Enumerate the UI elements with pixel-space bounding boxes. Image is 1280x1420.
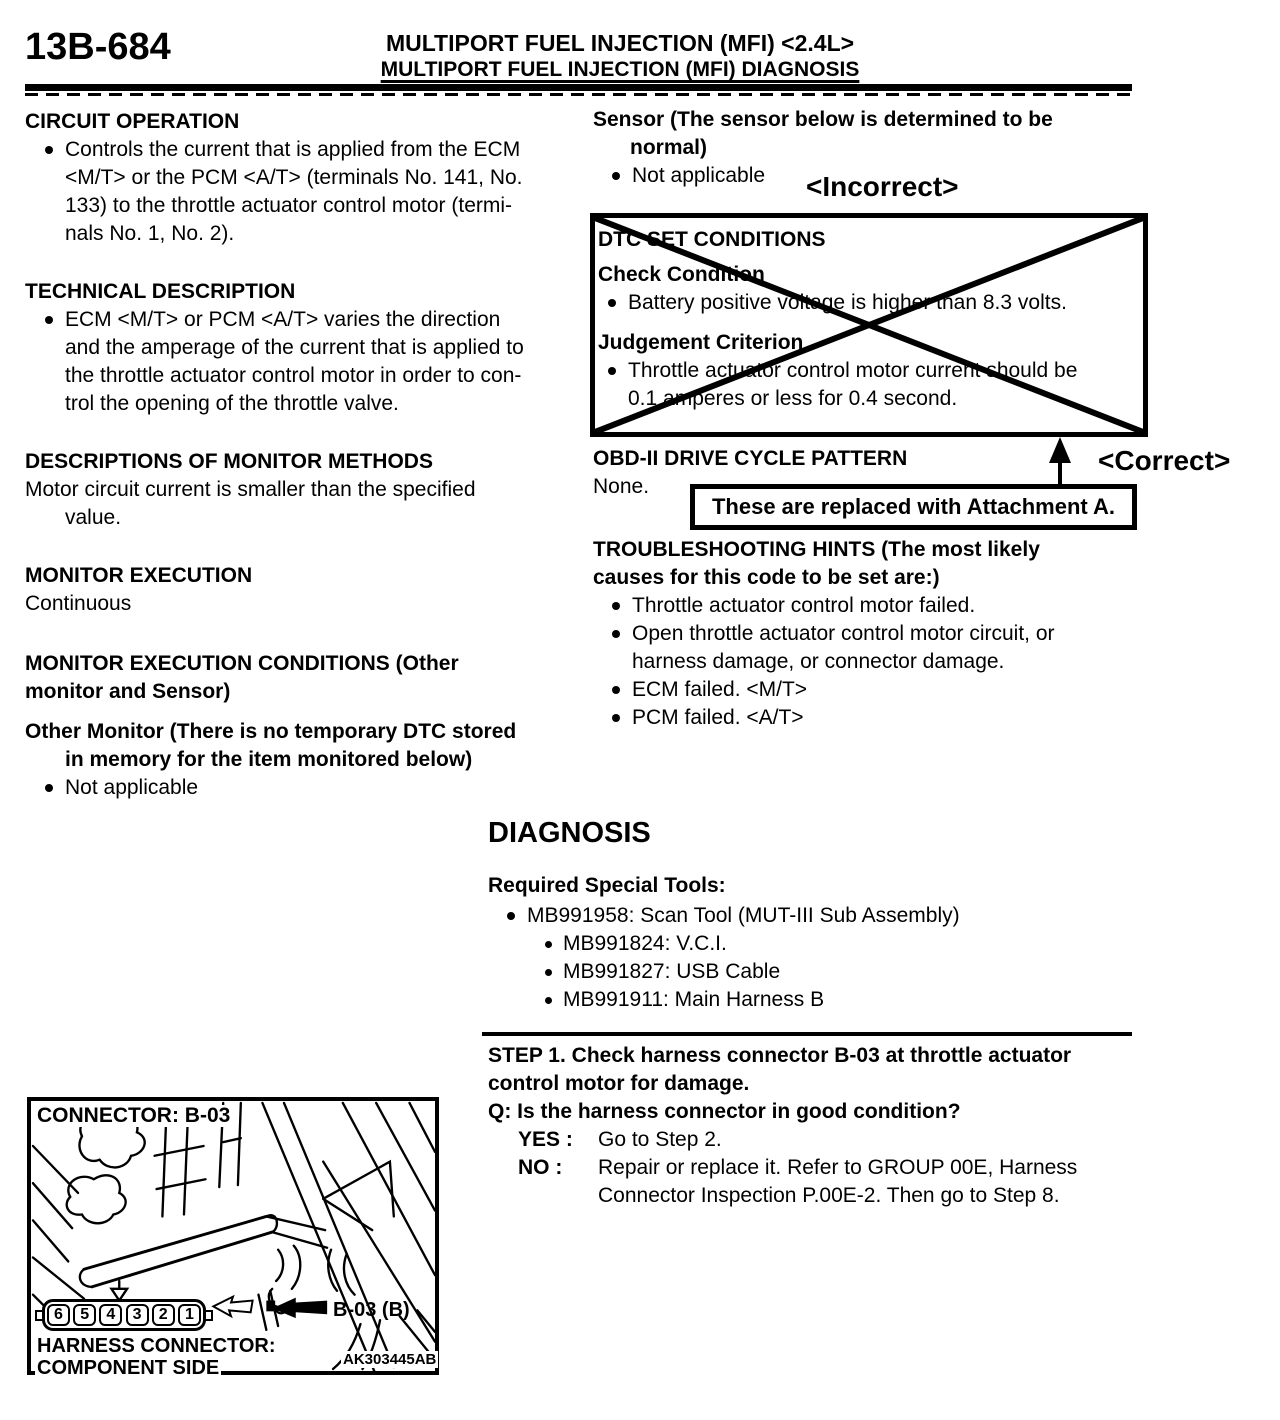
strikethrough-x-icon — [595, 218, 1143, 432]
connector-figure — [27, 1097, 439, 1379]
bullet-dot — [45, 146, 53, 154]
pin-3: 3 — [126, 1304, 149, 1326]
judgement-criterion-bullet: Throttle actuator control motor current should be 0.1 amperes or less for 0.4 second. — [608, 357, 1077, 413]
check-condition-bullet: Battery positive voltage is higher than 8.3 volts. — [608, 289, 1067, 317]
technical-description-text: ECM <M/T> or PCM <A/T> varies the direction and the amperage of the current that is applied to the throttle actuator control motor in order to con- trol the opening of the throttle valve. — [65, 308, 524, 415]
figure-caption-line2: COMPONENT SIDE — [37, 1357, 220, 1379]
step1-title-line1: STEP 1. Check harness connector B-03 at throttle actuator — [488, 1044, 1072, 1067]
bullet-dot — [612, 602, 620, 610]
section-heading-monitor-execution: MONITOR EXECUTION — [25, 564, 253, 587]
bullet-dot — [545, 997, 552, 1004]
pin-4: 4 — [99, 1304, 122, 1326]
pin-6: 6 — [47, 1304, 70, 1326]
other-monitor-line2: in memory for the item monitored below) — [65, 748, 473, 771]
figure-ref-code: AK303445AB — [343, 1351, 437, 1368]
step1-divider-rule — [482, 1032, 1132, 1036]
bullet-dot — [612, 686, 620, 694]
hints-bullet-2: Open throttle actuator control motor circuit, or harness damage, or connector damage. — [612, 620, 1055, 676]
circuit-operation-text: Controls the current that is applied from the ECM <M/T> or the PCM <A/T> (terminals No. 141, No. 133) to the throttle actuator control motor (termi- nals No. 1, No. 2). — [65, 138, 523, 245]
section-heading-monitor-conditions-line2: monitor and Sensor) — [25, 680, 231, 703]
figure-caption-line1: HARNESS CONNECTOR: — [37, 1335, 276, 1357]
header-title-line2: MULTIPORT FUEL INJECTION (MFI) DIAGNOSIS — [380, 58, 860, 81]
correct-annotation: <Correct> — [1098, 445, 1231, 476]
hints-bullet-4: PCM failed. <A/T> — [612, 704, 804, 732]
incorrect-annotation: <Incorrect> — [806, 171, 959, 202]
bullet-dot — [612, 630, 620, 638]
bullet-dot — [612, 172, 620, 180]
header-rule-dashes — [25, 93, 1132, 96]
section-heading-technical-description: TECHNICAL DESCRIPTION — [25, 280, 296, 303]
circuit-operation-bullet — [45, 136, 560, 248]
sensor-bullet: Not applicable — [612, 162, 765, 190]
other-monitor-line1: Other Monitor (There is no temporary DTC stored — [25, 720, 517, 743]
sensor-heading-line2: normal) — [630, 136, 708, 159]
judgement-criterion-heading: Judgement Criterion — [598, 331, 804, 354]
bullet-dot — [545, 969, 552, 976]
header-rule — [25, 84, 1132, 91]
required-tools-heading: Required Special Tools: — [488, 874, 726, 897]
monitor-methods-line2: value. — [65, 506, 122, 529]
hints-bullet-3: ECM failed. <M/T> — [612, 676, 807, 704]
section-heading-monitor-methods: DESCRIPTIONS OF MONITOR METHODS — [25, 450, 433, 473]
attachment-note-text: These are replaced with Attachment A. — [711, 494, 1116, 519]
tool-sub-item-1: MB991824: V.C.I. — [545, 930, 727, 958]
technical-description-bullet — [45, 306, 560, 418]
other-monitor-bullet: Not applicable — [45, 774, 198, 802]
yes-label: YES : — [518, 1128, 573, 1151]
no-text-line2: Connector Inspection P.00E-2. Then go to Step 8. — [598, 1184, 1060, 1207]
sensor-heading-line1: Sensor (The sensor below is determined to be — [593, 108, 1053, 131]
attachment-note-box — [690, 484, 1137, 530]
pointer-arrow-icon — [272, 1298, 327, 1319]
dtc-set-conditions-box — [590, 213, 1148, 437]
bullet-dot — [45, 316, 53, 324]
bullet-dot — [612, 714, 620, 722]
hints-heading-line1: TROUBLESHOOTING HINTS (The most likely — [593, 538, 1040, 561]
pin-5: 5 — [73, 1304, 96, 1326]
section-heading-circuit-operation: CIRCUIT OPERATION — [25, 110, 240, 133]
header-title-line1: MULTIPORT FUEL INJECTION (MFI) <2.4L> — [385, 30, 855, 56]
outline-arrow-icon — [213, 1297, 252, 1317]
hints-heading-line2: causes for this code to be set are:) — [593, 566, 940, 589]
no-text-line1: Repair or replace it. Refer to GROUP 00E, Harness — [598, 1156, 1078, 1179]
step1-question: Q: Is the harness connector in good condition? — [488, 1100, 961, 1123]
pin-1: 1 — [178, 1304, 201, 1326]
arrow-up-icon — [1039, 437, 1081, 485]
tool-sub-item-3: MB991911: Main Harness B — [545, 986, 824, 1014]
yes-text: Go to Step 2. — [598, 1128, 722, 1151]
diagnosis-heading: DIAGNOSIS — [488, 817, 651, 849]
connector-pointer-label: B-03 (B) — [333, 1299, 410, 1321]
pin-strip-body — [42, 1299, 206, 1331]
tool-sub-item-2: MB991827: USB Cable — [545, 958, 780, 986]
monitor-execution-value: Continuous — [25, 592, 132, 615]
bullet-dot — [507, 912, 515, 920]
obd-value: None. — [593, 475, 650, 498]
bullet-dot — [545, 941, 552, 948]
pin-diagram — [35, 1299, 213, 1333]
no-label: NO : — [518, 1156, 563, 1179]
hints-bullet-1: Throttle actuator control motor failed. — [612, 592, 975, 620]
step1-title-line2: control motor for damage. — [488, 1072, 750, 1095]
monitor-methods-line1: Motor circuit current is smaller than the specified — [25, 478, 476, 501]
obd-heading: OBD-II DRIVE CYCLE PATTERN — [593, 447, 908, 470]
pin-2: 2 — [152, 1304, 175, 1326]
check-condition-heading: Check Condition — [598, 263, 765, 286]
page-code: 13B-684 — [25, 26, 171, 68]
bullet-dot — [45, 784, 53, 792]
figure-title: CONNECTOR: B-03 — [37, 1104, 231, 1127]
tool-main-item: MB991958: Scan Tool (MUT-III Sub Assembly) — [507, 902, 960, 930]
section-heading-monitor-conditions-line1: MONITOR EXECUTION CONDITIONS (Other — [25, 652, 459, 675]
dtc-box-heading: DTC SET CONDITIONS — [598, 228, 826, 251]
